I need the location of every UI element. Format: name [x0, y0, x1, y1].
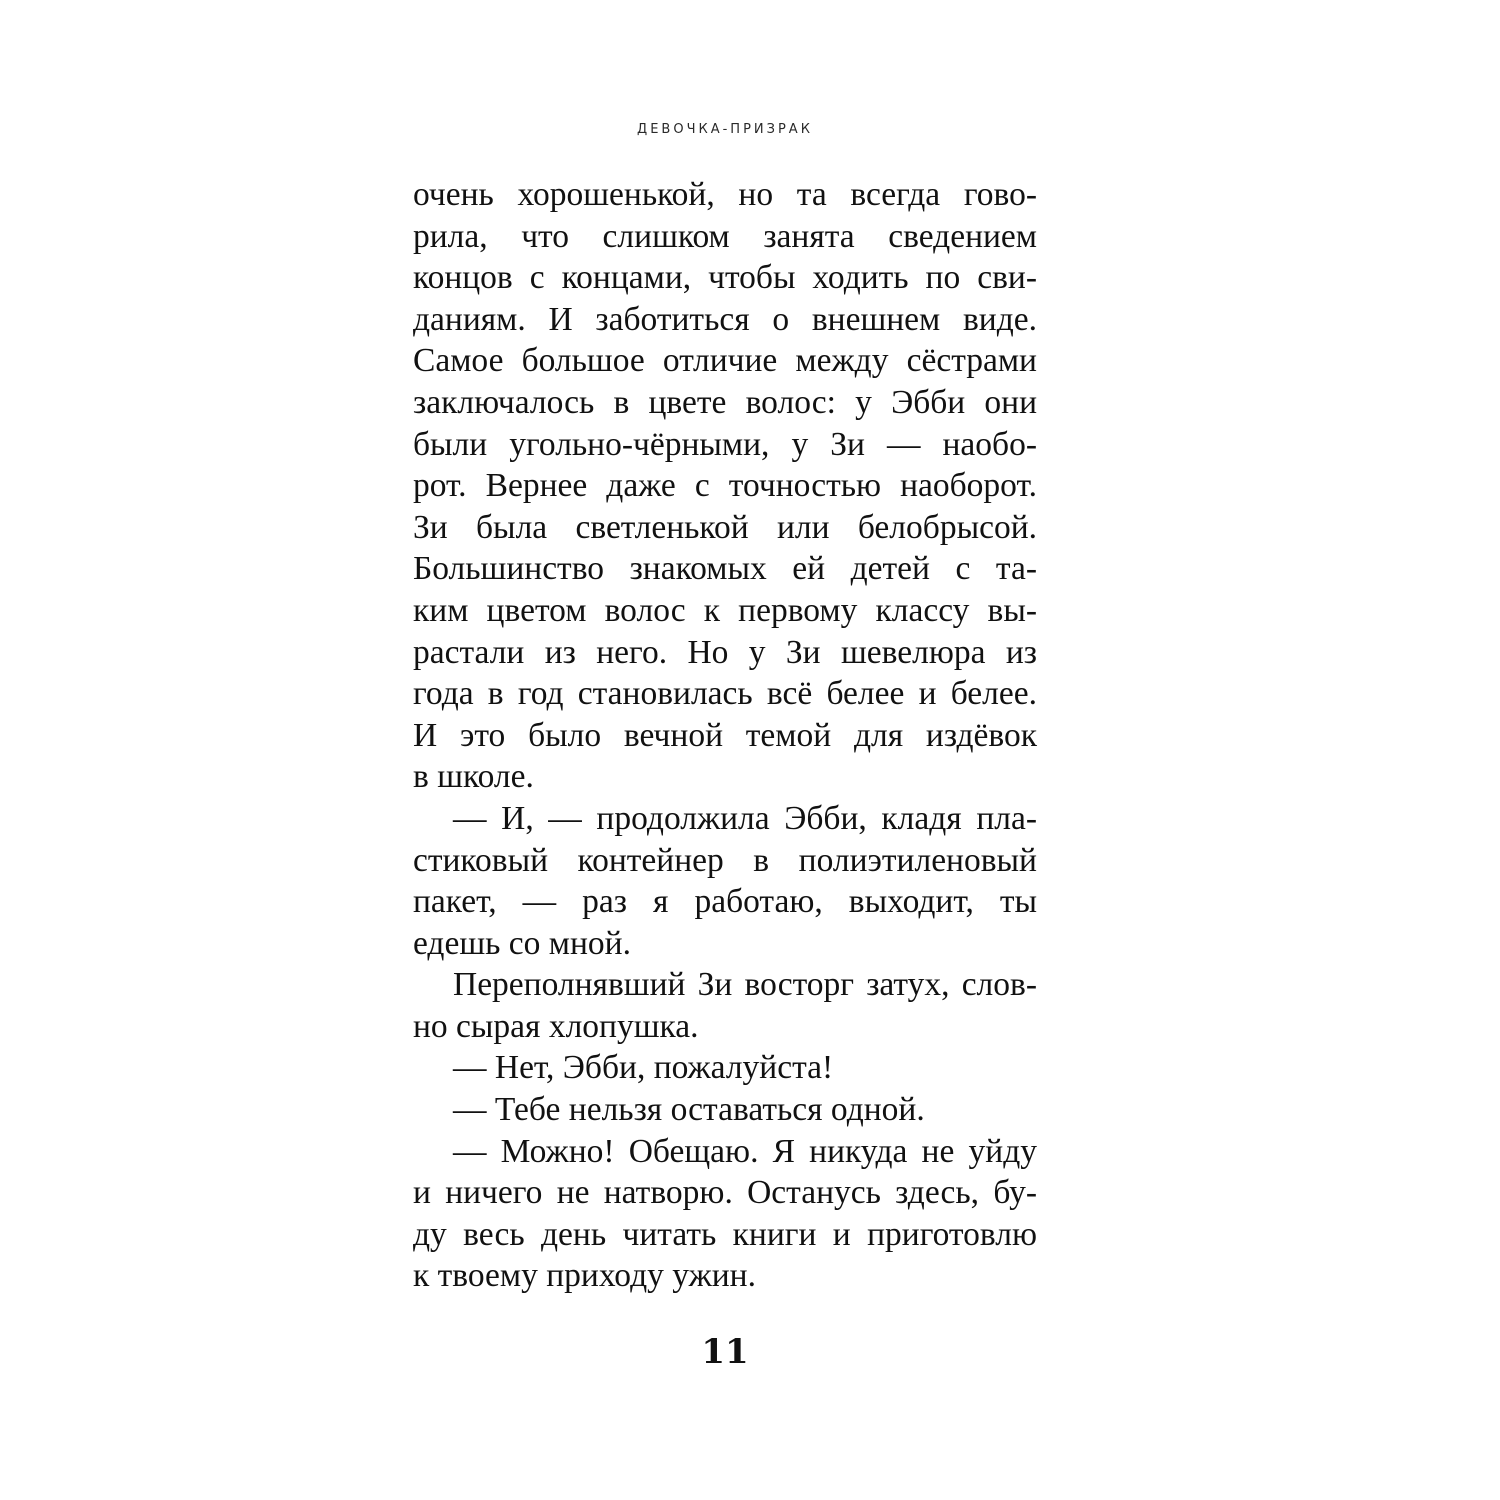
text-line: И это было вечной темой для издёвок: [413, 716, 1037, 754]
text-line: едешь со мной.: [413, 924, 631, 962]
text-line: но сырая хлопушка.: [413, 1007, 699, 1045]
text-line: были угольно-чёрными, у Зи — наобо-: [413, 425, 1037, 463]
paragraph-start-line: — И, — продолжила Эбби, кладя пла-: [453, 799, 1037, 837]
dialogue-line: — Нет, Эбби, пожалуйста!: [453, 1049, 834, 1087]
text-line: ким цветом волос к первому классу вы-: [413, 591, 1037, 629]
dialogue-line: — Тебе нельзя оставаться одной.: [453, 1091, 925, 1129]
text-line: стиковый контейнер в полиэтиленовый: [413, 841, 1037, 879]
text-line: концов с концами, чтобы ходить по сви-: [413, 259, 1037, 297]
text-line: ду весь день читать книги и приготовлю: [413, 1215, 1037, 1253]
text-line: Большинство знакомых ей детей с та-: [413, 550, 1037, 588]
text-line: рот. Вернее даже с точностью наоборот.: [413, 467, 1037, 505]
text-line: Зи была светленькой или белобрысой.: [413, 508, 1037, 546]
text-line: растали из него. Но у Зи шевелюра из: [413, 633, 1037, 671]
text-line: Самое большое отличие между сёстрами: [413, 342, 1037, 380]
text-line: рила, что слишком занята сведением: [413, 217, 1037, 255]
text-line: заключалось в цвете волос: у Эбби они: [413, 383, 1037, 421]
dialogue-line: — Можно! Обещаю. Я никуда не уйду: [453, 1132, 1037, 1170]
text-line: в школе.: [413, 758, 534, 796]
text-line: и ничего не натворю. Останусь здесь, бу-: [413, 1174, 1037, 1212]
text-line: очень хорошенькой, но та всегда гово-: [413, 176, 1037, 213]
page-number: 11: [701, 1332, 749, 1372]
body-text: [413, 174, 1037, 1297]
text-line: даниям. И заботиться о внешнем виде.: [413, 300, 1037, 338]
text-line: года в год становилась всё белее и белее.: [413, 675, 1037, 713]
text-line: пакет, — раз я работаю, выходит, ты: [413, 883, 1037, 921]
paragraph-start-line: Переполнявший Зи восторг затух, слов-: [453, 966, 1037, 1004]
text-line: к твоему приходу ужин.: [413, 1257, 756, 1295]
running-header: ДЕВОЧКА-ПРИЗРАК: [637, 122, 813, 137]
